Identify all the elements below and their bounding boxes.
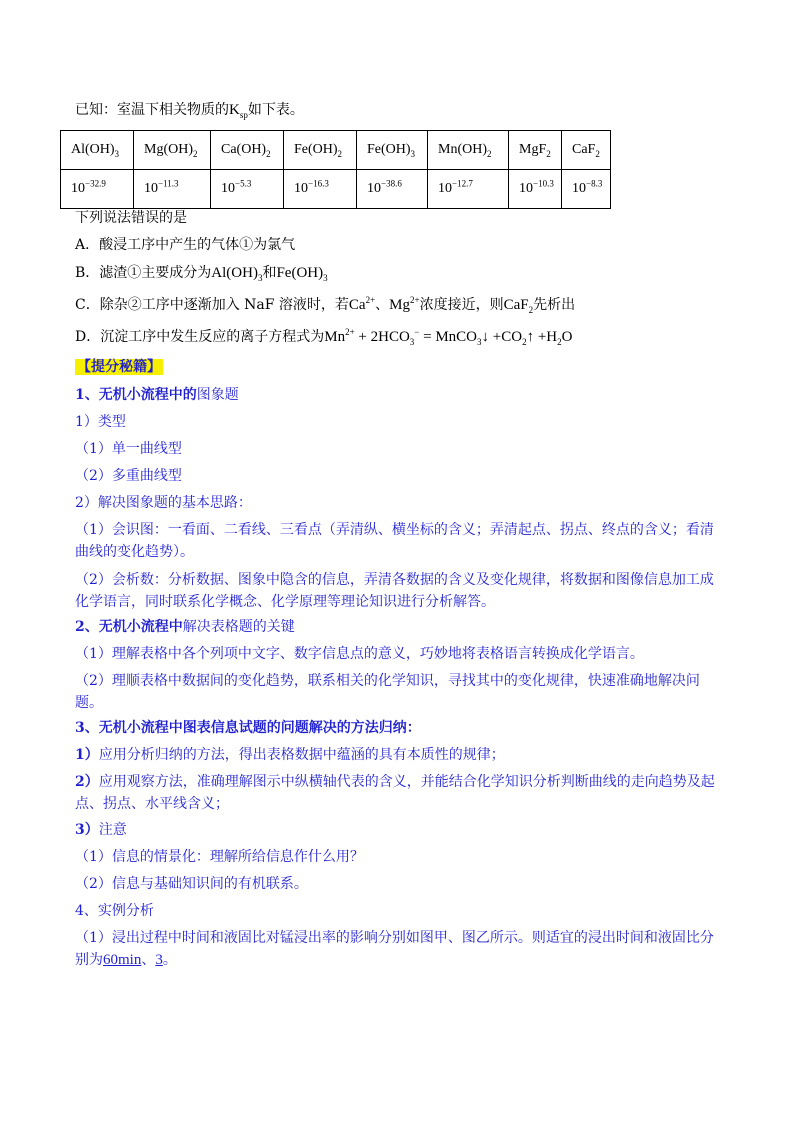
section-2-1: （1）理解表格中各个列项中文字、数字信息点的意义，巧妙地将表格语言转换成化学语言。 — [75, 646, 644, 662]
section-3-title: 3、无机小流程中图表信息试题的问题解决的方法归纳： — [75, 720, 421, 736]
section-1-2b-line1: （2）会析数：分析数据、图象中隐含的信息，弄清各数据的含义及变化规律，将数据和图像信息加工成 — [75, 572, 714, 588]
section-2-2-line1: （2）理顺表格中数据间的变化趋势，联系相关的化学知识，寻找其中的变化规律，快速准确地解决问 — [75, 673, 700, 689]
tips-header: 【提分秘籍】 — [77, 359, 161, 375]
option-c: C．除杂②工序中逐渐加入 NaF 溶液时，若$Ca^{2+}$、$Mg^{2+}$浓度接近，则CaF$_2$先析出 — [75, 295, 576, 315]
table-value-row — [61, 170, 611, 209]
table-value-cell: $10^{-38.6}$ — [357, 170, 428, 209]
table-value-cell: $10^{-8.3}$ — [562, 170, 611, 209]
section-1-2b-line2: 化学语言，同时联系化学概念、化学原理等理论知识进行分析解答。 — [75, 594, 495, 610]
table-header-cell: $Fe(OH)_2$ — [284, 131, 357, 170]
option-a: A．酸浸工序中产生的气体①为氯气 — [75, 237, 296, 253]
table-value-cell: $10^{-12.7}$ — [428, 170, 509, 209]
section-1-2: 2）解决图象题的基本思路： — [75, 495, 252, 511]
table-header-row — [61, 131, 611, 170]
table-header-cell: $Ca(OH)_2$ — [211, 131, 284, 170]
table-header-cell: CaF$_2$ — [562, 131, 611, 170]
option-d: D．沉淀工序中发生反应的离子方程式为$Mn^{2+} + 2HCO_3^-$ = MnCO$_3$↓ $+CO_2↑ +H_2O$ — [75, 327, 573, 347]
answer-time: 60min — [103, 952, 142, 968]
table-header-cell: $Mn(OH)_2$ — [428, 131, 509, 170]
section-3-1: 1）应用分析归纳的方法，得出表格数据中蕴涵的具有本质性的规律； — [75, 747, 505, 763]
table-value-cell: $10^{-32.9}$ — [61, 170, 134, 209]
table-value-cell: $10^{-5.3}$ — [211, 170, 284, 209]
table-value-cell: $10^{-10.3}$ — [509, 170, 562, 209]
section-4-1-line1: （1）浸出过程中时间和液固比对锰浸出率的影响分别如图甲、图乙所示。则适宜的浸出时间和液固比分 — [75, 930, 714, 946]
section-3-3: 3）注意 — [75, 822, 127, 838]
section-3-2-line2: 点、拐点、水平线含义； — [75, 796, 229, 812]
answer-ratio: 3 — [155, 952, 163, 968]
table-header-cell: $Fe(OH)_3$ — [357, 131, 428, 170]
section-4-title: 4、实例分析 — [75, 903, 154, 919]
intro-line: 已知：室温下相关物质的$K_{sp}$如下表。 — [75, 102, 304, 120]
section-1-title: 1、无机小流程中的图象题 — [75, 387, 239, 403]
section-4-1-line2: 别为60min、3。 — [75, 952, 177, 968]
table-value-cell: $10^{-11.3}$ — [134, 170, 211, 209]
section-2-2-line2: 题。 — [75, 695, 103, 711]
section-1-1b: （2）多重曲线型 — [75, 468, 182, 484]
table-header-cell: MgF$_2$ — [509, 131, 562, 170]
section-3-2-line1: 2）应用观察方法，准确理解图示中纵横轴代表的含义，并能结合化学知识分析判断曲线的走向趋势及起 — [75, 774, 715, 790]
option-b: B．滤渣①主要成分为$Al(OH)_3$和$Fe(OH)_3$ — [75, 265, 328, 283]
ksp-table — [60, 130, 611, 209]
section-2-title: 2、无机小流程中解决表格题的关键 — [75, 619, 295, 635]
section-1-1: 1）类型 — [75, 414, 126, 430]
section-1-2a-line1: （1）会识图：一看面、二看线、三看点（弄清纵、横坐标的含义；弄清起点、拐点、终点的含义；看清 — [75, 522, 714, 538]
question-stem: 下列说法错误的是 — [75, 210, 187, 226]
section-1-2a-line2: 曲线的变化趋势）。 — [75, 544, 194, 560]
table-header-cell: $Al(OH)_3$ — [61, 131, 134, 170]
section-3-3a: （1）信息的情景化：理解所给信息作什么用？ — [75, 849, 364, 865]
table-header-cell: $Mg(OH)_2$ — [134, 131, 211, 170]
table-value-cell: $10^{-16.3}$ — [284, 170, 357, 209]
ksp-symbol: $K_{sp}$ — [229, 102, 248, 120]
section-3-3b: （2）信息与基础知识间的有机联系。 — [75, 876, 308, 892]
section-1-1a: （1）单一曲线型 — [75, 441, 182, 457]
